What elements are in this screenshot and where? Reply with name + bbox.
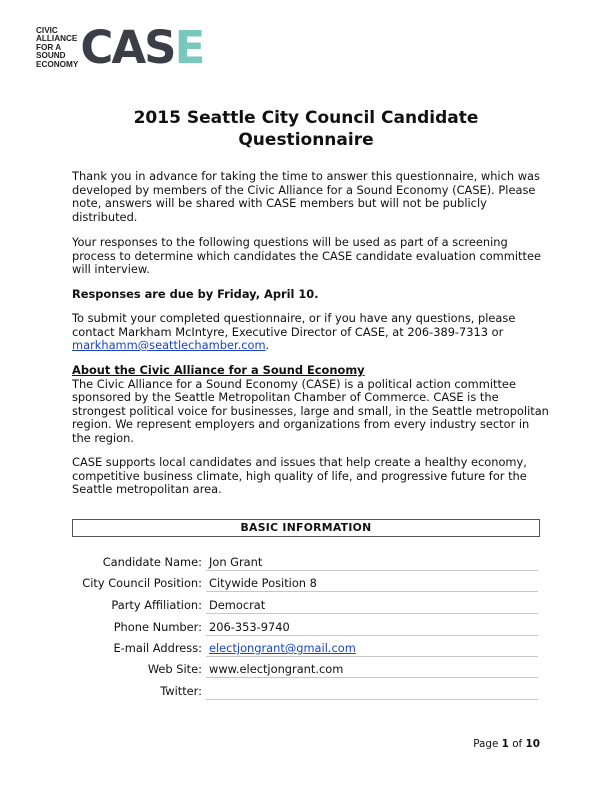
page-title: 2015 Seattle City Council Candidate Questionnaire	[133, 108, 479, 150]
about-body-2: CASE supports local candidates and issues that help create a healthy economy, competitive business climate, high quality of life, and progressive future for the Seattle metropolitan area.	[72, 455, 527, 496]
intro-paragraph: Thank you in advance for taking the time to answer this questionnaire, which was developed by members of the Civic Alliance for a Sound Economy (CASE). Please note, answers will be shared with CASE members but will not be publicly distributed.	[72, 169, 540, 224]
council-position-field[interactable]: Citywide Position 8	[206, 576, 538, 592]
website-row	[72, 658, 542, 678]
website-label: Web Site:	[147, 662, 202, 676]
about-section	[72, 364, 550, 445]
party-affiliation-field[interactable]: Democrat	[206, 598, 538, 614]
case-logo	[36, 21, 204, 74]
candidate-name-label: Candidate Name:	[102, 555, 202, 569]
candidate-name-field[interactable]: Jon Grant	[206, 555, 538, 571]
twitter-label: Twitter:	[160, 684, 202, 698]
responses-paragraph: Your responses to the following questions will be used as part of a screening process to determine which candidates the CASE candidate evaluation committee will interview.	[72, 235, 541, 276]
phone-number-field[interactable]: 206-353-9740	[206, 620, 538, 636]
twitter-field[interactable]	[206, 684, 538, 700]
page-number: Page 1 of 10	[473, 738, 540, 750]
about-body: The Civic Alliance for a Sound Economy (CASE) is a political action committee sponsored by the Seattle Metropolitan Chamber of Commerce. CASE is the strongest political voice for businesses, large and small, in the Seattle metropolitan region. We represent employers and organizations from every industry sector in the region.	[72, 376, 549, 445]
email-address-label: E-mail Address:	[113, 641, 202, 655]
website-field[interactable]: www.electjongrant.com	[206, 662, 538, 678]
due-date-notice: Responses are due by Friday, April 10.	[72, 287, 319, 301]
council-position-row	[72, 572, 542, 592]
logo-tagline: CIVIC ALLIANCE FOR A SOUND ECONOMY	[36, 25, 79, 69]
twitter-row	[72, 680, 542, 700]
email-address-row	[72, 637, 542, 657]
council-position-label: City Council Position:	[82, 576, 202, 590]
phone-number-row	[72, 616, 542, 636]
phone-number-label: Phone Number:	[113, 620, 202, 634]
logo-wordmark: CASE	[80, 21, 204, 74]
basic-information-header: BASIC INFORMATION	[72, 519, 540, 537]
candidate-name-row	[72, 551, 542, 571]
about-heading: About the Civic Alliance for a Sound Economy	[72, 363, 365, 377]
party-affiliation-row	[72, 594, 542, 614]
submit-paragraph: To submit your completed questionnaire, or if you have any questions, please contact Markham McIntyre, Executive Director of CASE, at 206-389-7313 or markhamm@seattlechamber.com.	[72, 311, 516, 352]
candidate-email-link[interactable]: electjongrant@gmail.com	[209, 641, 356, 655]
party-affiliation-label: Party Affiliation:	[111, 598, 202, 612]
email-address-field[interactable]	[206, 641, 538, 657]
contact-email-link[interactable]: markhamm@seattlechamber.com	[72, 338, 266, 352]
